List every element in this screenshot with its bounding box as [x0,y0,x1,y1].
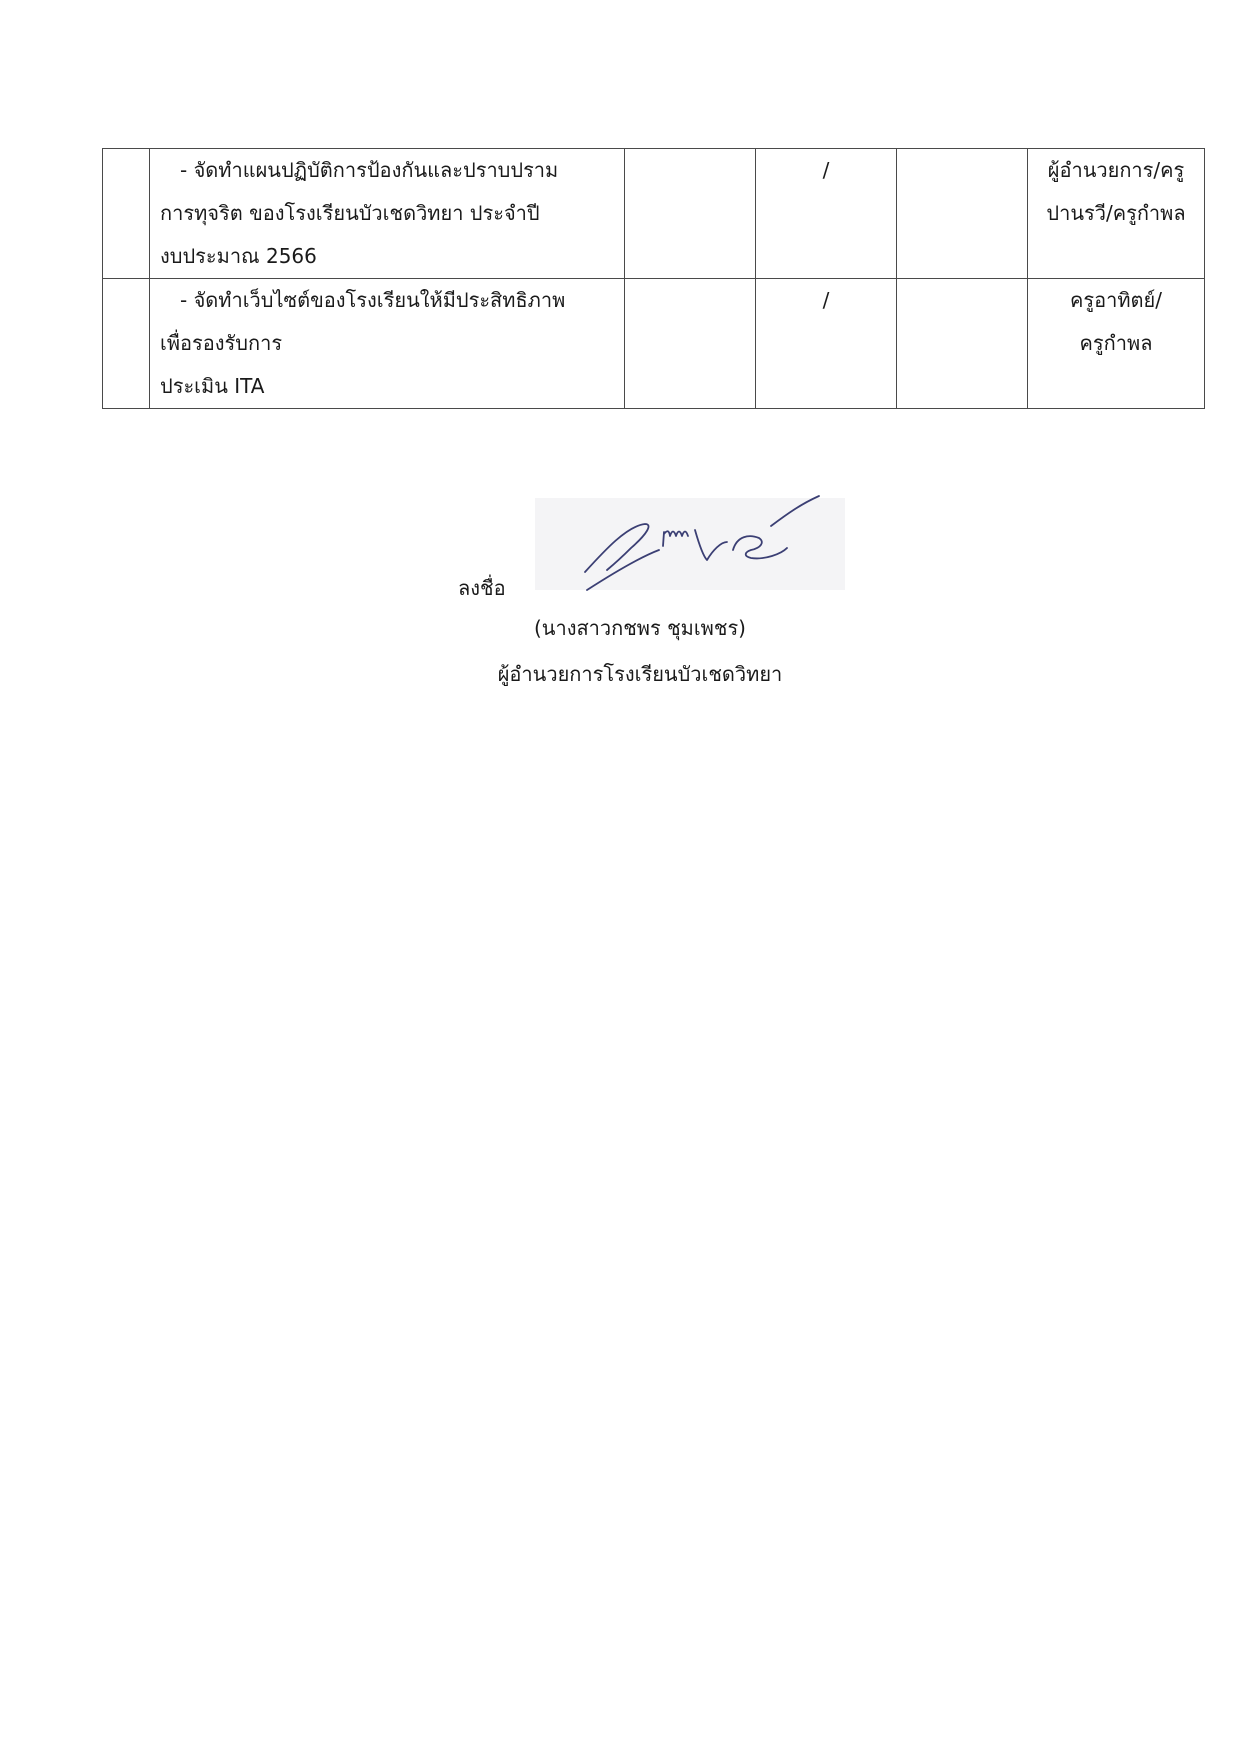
activity-line: - จัดทำเว็บไซต์ของโรงเรียนให้มีประสิทธิภาพ [180,288,566,312]
signature-block [0,490,1241,710]
table-row [103,279,1205,409]
owner-line: ครูอาทิตย์/ [1070,288,1162,312]
activity-cell [150,279,625,409]
owner-line: ครูกำพล [1079,331,1153,355]
activity-line: - จัดทำแผนปฏิบัติการป้องกันและปราบปราม [180,158,559,182]
activity-line: การทุจริต ของโรงเรียนบัวเชดวิทยา ประจำปี [160,201,540,225]
signer-title: ผู้อำนวยการโรงเรียนบัวเชดวิทยา [497,662,783,686]
table-cell-empty [103,279,150,409]
table-row [103,149,1205,279]
activity-cell [150,149,625,279]
check-mark-cell [756,149,897,279]
activity-line: เพื่อรองรับการ [160,331,283,355]
owner-line: ปานรวี/ครูกำพล [1046,201,1186,225]
owner-cell [1028,149,1205,279]
table-cell-empty [897,149,1028,279]
handwritten-signature-icon [535,490,845,595]
table-cell-empty [103,149,150,279]
signer-name: (นางสาวกชพร ชุมเพชร) [533,616,746,640]
activity-line: ประเมิน ITA [160,374,265,398]
owner-cell [1028,279,1205,409]
activity-line: งบประมาณ 2566 [160,244,317,268]
table-cell-empty [625,149,756,279]
action-plan-table [102,148,1205,409]
owner-line: ผู้อำนวยการ/ครู [1047,158,1185,182]
table-cell-empty [625,279,756,409]
check-mark: / [822,288,830,312]
sign-label: ลงชื่อ [458,576,506,600]
check-mark-cell [756,279,897,409]
check-mark: / [822,158,830,182]
table-cell-empty [897,279,1028,409]
